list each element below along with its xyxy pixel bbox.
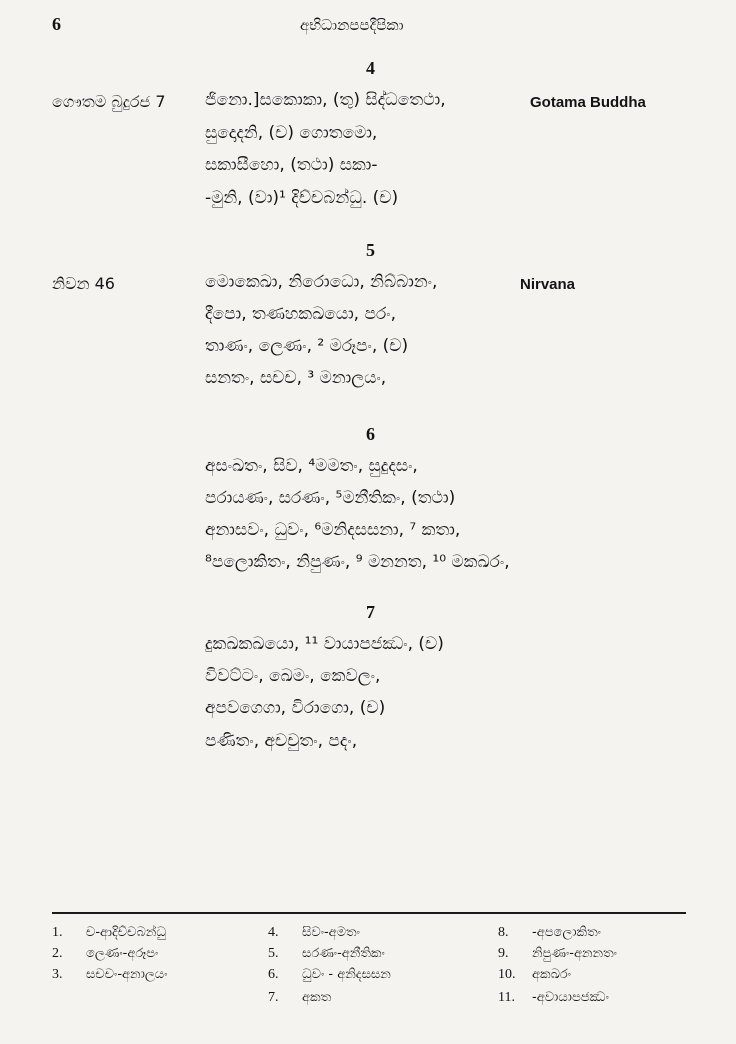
verse-number: 6 <box>366 424 375 444</box>
footnote-number: 11. <box>498 990 515 1005</box>
verse-line: තාණං, ලෙණං, ² මරූපං, (ච) <box>205 336 409 356</box>
footnote-number: 8. <box>498 925 509 940</box>
footnote-number: 5. <box>268 946 279 961</box>
footnote-text: සිවං-අමතං <box>302 925 360 940</box>
verse-line: -මුනි, (වා)¹ දිච්චබන්ධු. (ච) <box>205 188 399 208</box>
footnote-text: -අවායාපජඣං <box>532 990 609 1005</box>
footnote-text: ධුවං - අනිදසසන <box>302 967 391 982</box>
footnote-text: ච-ආදිච්චබන්ධු <box>86 925 166 940</box>
footnote <box>52 925 166 941</box>
side-label: ගෞතම බුදුරජ 7 <box>52 92 166 111</box>
footnote-text: අකත <box>302 990 332 1005</box>
footnote-number: 6. <box>268 967 279 982</box>
footnote-number: 4. <box>268 925 279 940</box>
footnote-divider <box>52 912 686 914</box>
footnote-text: නිපුණං-අනනතං <box>532 946 617 961</box>
footnote-text: -අපලොකිතං <box>532 925 601 940</box>
verse-line: අපවගෙගා, විරාගො, (ච) <box>205 698 386 718</box>
verse-number: 4 <box>366 58 375 78</box>
footnote <box>498 946 617 962</box>
footnote <box>268 967 391 983</box>
verse-line: දීපො, තණහකඛයො, පරං, <box>205 304 396 324</box>
footnote-number: 2. <box>52 946 63 961</box>
footnote <box>268 990 331 1006</box>
footnote-number: 1. <box>52 925 63 940</box>
verse-line: දුකඛකඛයො, ¹¹ වායාපජඣං, (ච) <box>205 634 444 654</box>
english-gloss: Nirvana <box>520 276 576 293</box>
verse-number: 7 <box>366 602 375 622</box>
verse-line: අනාසවං, ධුවං, ⁶මනිදසසනා, ⁷ කතා, <box>205 520 461 540</box>
verse-line: විවට්ටං, ඛෙමං, කෙවලං, <box>205 666 381 686</box>
footnote <box>268 925 360 941</box>
footnote-text: සචචං-අනාලයං <box>86 967 168 982</box>
page-number: 6 <box>52 14 61 34</box>
footnote <box>52 967 167 983</box>
verse-number: 5 <box>366 240 375 260</box>
verse-line: මොකෙඛා, නිරොධො, නිබ්බානං, <box>205 272 438 292</box>
english-gloss: Gotama Buddha <box>530 94 646 111</box>
verse-line: පණිතං, අචචුතං, පදං, <box>205 731 358 751</box>
verse-line: සුදොදනි, (ච) ගොතමො, <box>205 123 378 143</box>
verse-line: සකාසීහො, (තථා) සකා- <box>205 155 378 175</box>
footnote-text: ලෙණං-අරූපං <box>86 946 159 961</box>
footnote <box>498 925 601 941</box>
footnote <box>498 967 571 983</box>
verse-line: ⁸පලොකිතං, නිපුණං, ⁹ මනනත, ¹⁰ මකඛරං, <box>205 552 510 572</box>
running-title: අභිධානපපදීපිකා <box>300 16 404 34</box>
verse-line: පරායණං, සරණං, ⁵මනීතිකං, (තථා) <box>205 488 456 508</box>
footnote-number: 9. <box>498 946 509 961</box>
footnote <box>52 946 158 962</box>
verse-line: අසංඛතං, සිව, ⁴මමතං, සුදුදසං, <box>205 456 418 476</box>
footnote <box>498 990 609 1006</box>
verse-line: ජිනො.]සකොකා, (තු) සිද්ධතෙථා, <box>205 90 446 110</box>
footnote <box>268 946 385 962</box>
footnote-text: සරණං-අනීතිකං <box>302 946 385 961</box>
footnote-number: 7. <box>268 990 279 1005</box>
verse-line: සනතං, සචච, ³ මනාලයං, <box>205 368 387 388</box>
footnote-text: අකඛරං <box>532 967 572 982</box>
footnote-number: 10. <box>498 967 516 982</box>
side-label: නිවන 46 <box>52 274 115 293</box>
footnote-number: 3. <box>52 967 63 982</box>
